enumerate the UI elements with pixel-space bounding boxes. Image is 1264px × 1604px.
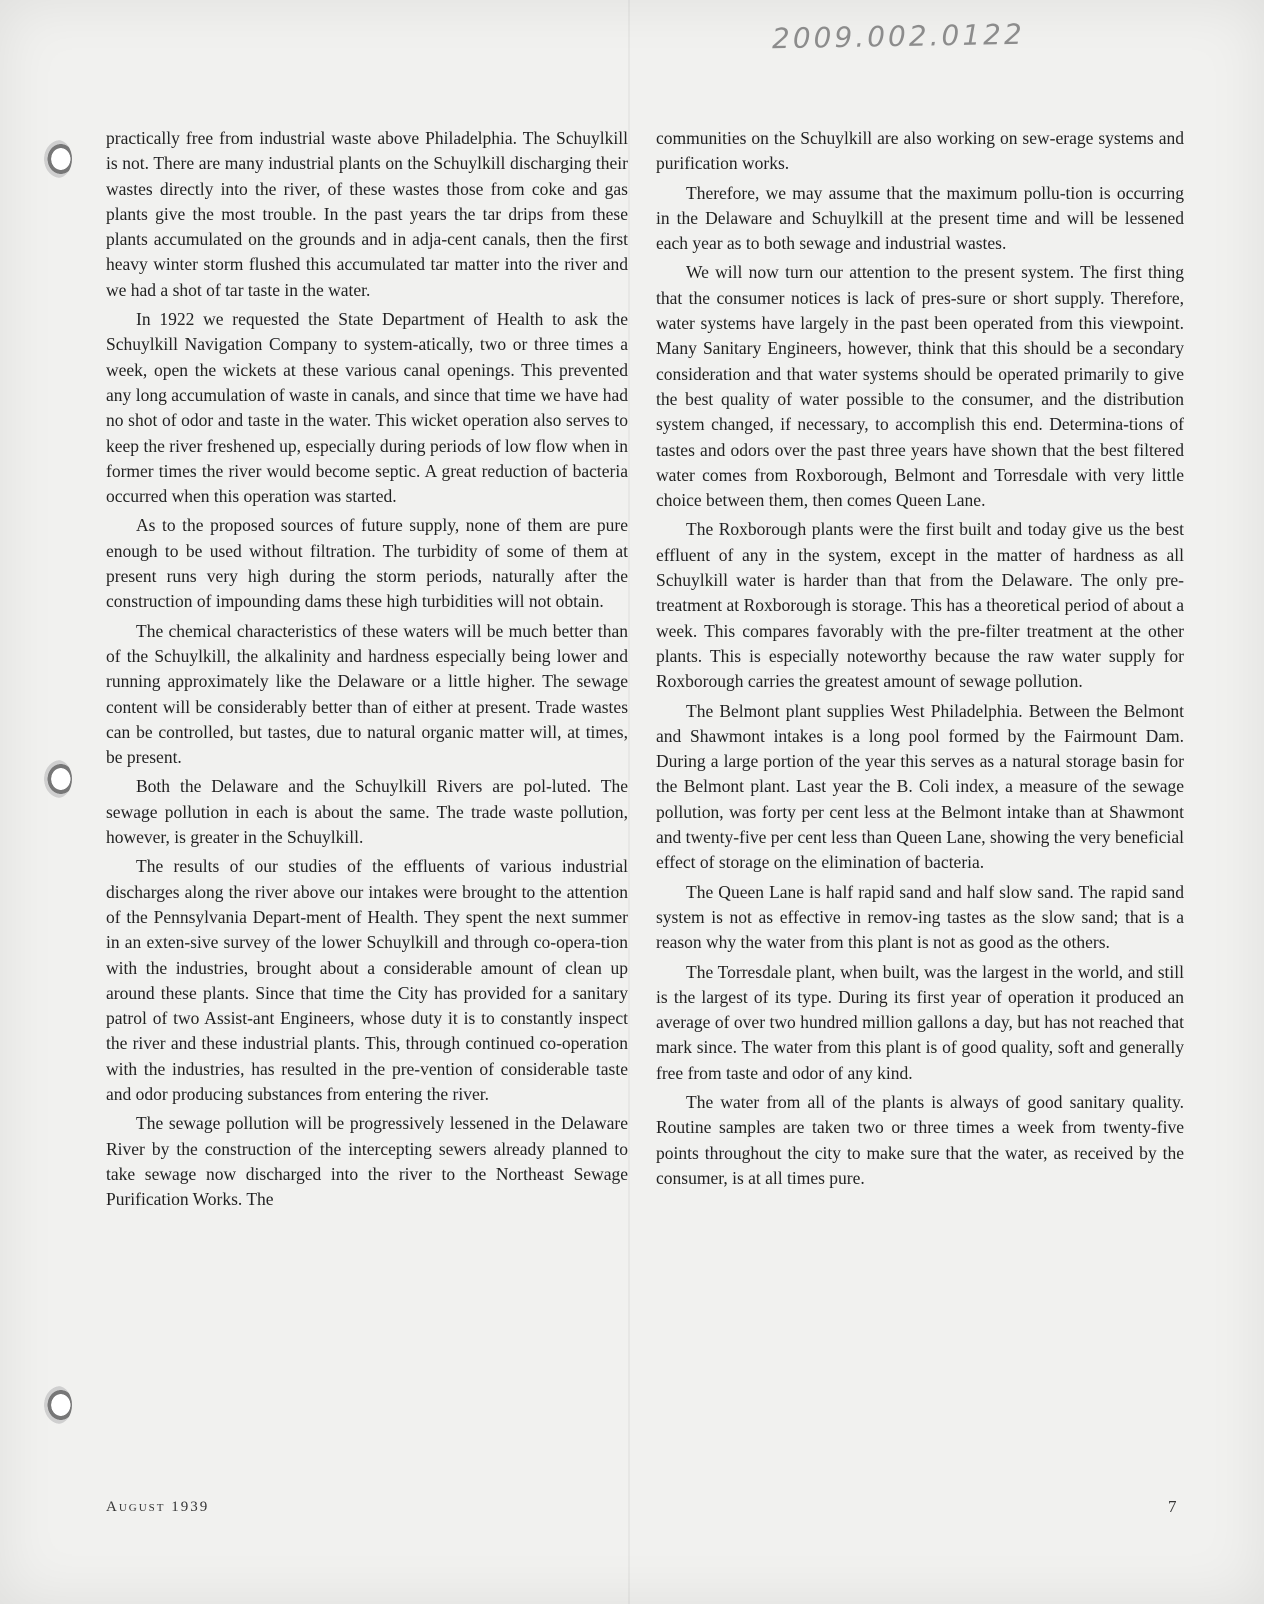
paragraph: The results of our studies of the effluents of various industrial discharges along the river above our intakes were brought to the attention of the Pennsylvania Depart-ment of Health. They spent the next summer in an exten-sive survey of the lower Schuylkill and through co-opera-tion with the industries, brought about a considerable amount of clean up around these plants. Since that time the City has provided for a sanitary patrol of two Assist-ant Engineers, whose duty it is to constantly inspect the river and these industrial plants. This, through continued co-operation with the industries, has resulted in the pre-vention of considerable taste and odor producing substances from entering the river.: [106, 856, 628, 1104]
binder-hole-icon: [44, 1386, 72, 1424]
paragraph: Both the Delaware and the Schuylkill Rivers are pol-luted. The sewage pollution in each is about the same. The trade waste pollution, however, is greater in the Schuylkill.: [106, 776, 628, 848]
page-number: 7: [1168, 1497, 1177, 1516]
paragraph: practically free from industrial waste above Philadelphia. The Schuylkill is not. There are many industrial plants on the Schuylkill discharging their wastes directly into the river, of these wastes those from coke and gas plants give the most trouble. In the past years the tar drips from these plants accumulated on the grounds and in adja-cent canals, then the first heavy winter storm flushed this accumulated tar matter into the river and we had a shot of tar taste in the water.: [106, 128, 628, 300]
paragraph: In 1922 we requested the State Department of Health to ask the Schuylkill Navigation Company to system-atically, two or three times a week, open the wickets at these various canal openings. This prevented any long accumulation of waste in canals, and since that time we have had no shot of odor and taste in the water. This wicket operation also serves to keep the river freshened up, especially during periods of low flow when in former times the river would become septic. A great reduction of bacteria occurred when this operation was started.: [106, 309, 628, 507]
paragraph: The chemical characteristics of these waters will be much better than of the Schuylkill, the alkalinity and hardness especially being lower and running approximately like the Delaware or a little higher. The sewage content will be considerably better than of either at present. Trade wastes can be controlled, but tastes, due to natural organic matter will, at times, be present.: [106, 620, 628, 768]
paragraph: We will now turn our attention to the present system. The first thing that the consumer notices is lack of pres-sure or short supply. Therefore, water systems have largely in the past been operated from this viewpoint. Many Sanitary Engineers, however, think that this should be a secondary consideration and that water systems should be operated primarily to give the best quality of water possible to the consumer, and the distribution system changed, if necessary, to accomplish this end. Determina-tions of tastes and odors over the past three years have shown that the best filtered water comes from Roxborough, Belmont and Torresdale with very little choice between them, then comes Queen Lane.: [656, 262, 1184, 511]
paragraph: The water from all of the plants is always of good sanitary quality. Routine samples are taken two or three times a week from twenty-five points throughout the city to make sure that the water, as received by the consumer, is at all times pure.: [656, 1091, 1184, 1188]
paragraph: The sewage pollution will be progressively lessened in the Delaware River by the construction of the intercepting sewers already planned to take sewage now discharged into the river to the Northeast Sewage Purification Works. The: [106, 1113, 628, 1210]
binder-hole-icon: [44, 140, 72, 178]
right-column: [656, 126, 1184, 1195]
paragraph: The Belmont plant supplies West Philadelphia. Between the Belmont and Shawmont intakes is a long pool formed by the Fairmount Dam. During a large portion of the year this serves as a natural storage basin for the Belmont plant. Last year the B. Coli index, a measure of the sewage pollution, was forty per cent less at the Belmont intake than at Shawmont and twenty-five per cent less than Queen Lane, showing the very beneficial effect of storage on the elimination of bacteria.: [656, 700, 1184, 873]
paragraph: As to the proposed sources of future supply, none of them are pure enough to be used without filtration. The turbidity of some of them at present runs very high during the storm periods, naturally after the construction of impounding dams these high turbidities will not obtain.: [106, 515, 628, 612]
accession-number: 2009.002.0122: [771, 17, 1026, 56]
paragraph: The Roxborough plants were the first built and today give us the best effluent of any in the system, except in the matter of hardness as all Schuylkill water is harder than that from the Delaware. The only pre-treatment at Roxborough is storage. This has a theoretical period of about a week. This compares favorably with the pre-filter treatment at the other plants. This is especially noteworthy because the raw water supply for Roxborough carries the greatest amount of sewage pollution.: [656, 519, 1184, 692]
issue-date: August 1939: [106, 1499, 210, 1515]
paragraph: The Queen Lane is half rapid sand and half slow sand. The rapid sand system is not as effective in remov-ing tastes as the slow sand; that is a reason why the water from this plant is not as good as the others.: [656, 881, 1184, 953]
paragraph: communities on the Schuylkill are also working on sew-erage systems and purification works.: [656, 128, 1184, 174]
page-fold: [628, 0, 630, 1604]
paragraph: Therefore, we may assume that the maximum pollu-tion is occurring in the Delaware and Schuylkill at the present time and will be lessened each year as to both sewage and industrial wastes.: [656, 182, 1184, 254]
paragraph: The Torresdale plant, when built, was the largest in the world, and still is the largest of its type. During its first year of operation it produced an average of over two hundred million gallons a day, but has not reached that mark since. The water from this plant is of good quality, soft and generally free from taste and odor of any kind.: [656, 961, 1184, 1083]
left-column: [106, 126, 628, 1216]
binder-hole-icon: [44, 760, 72, 798]
